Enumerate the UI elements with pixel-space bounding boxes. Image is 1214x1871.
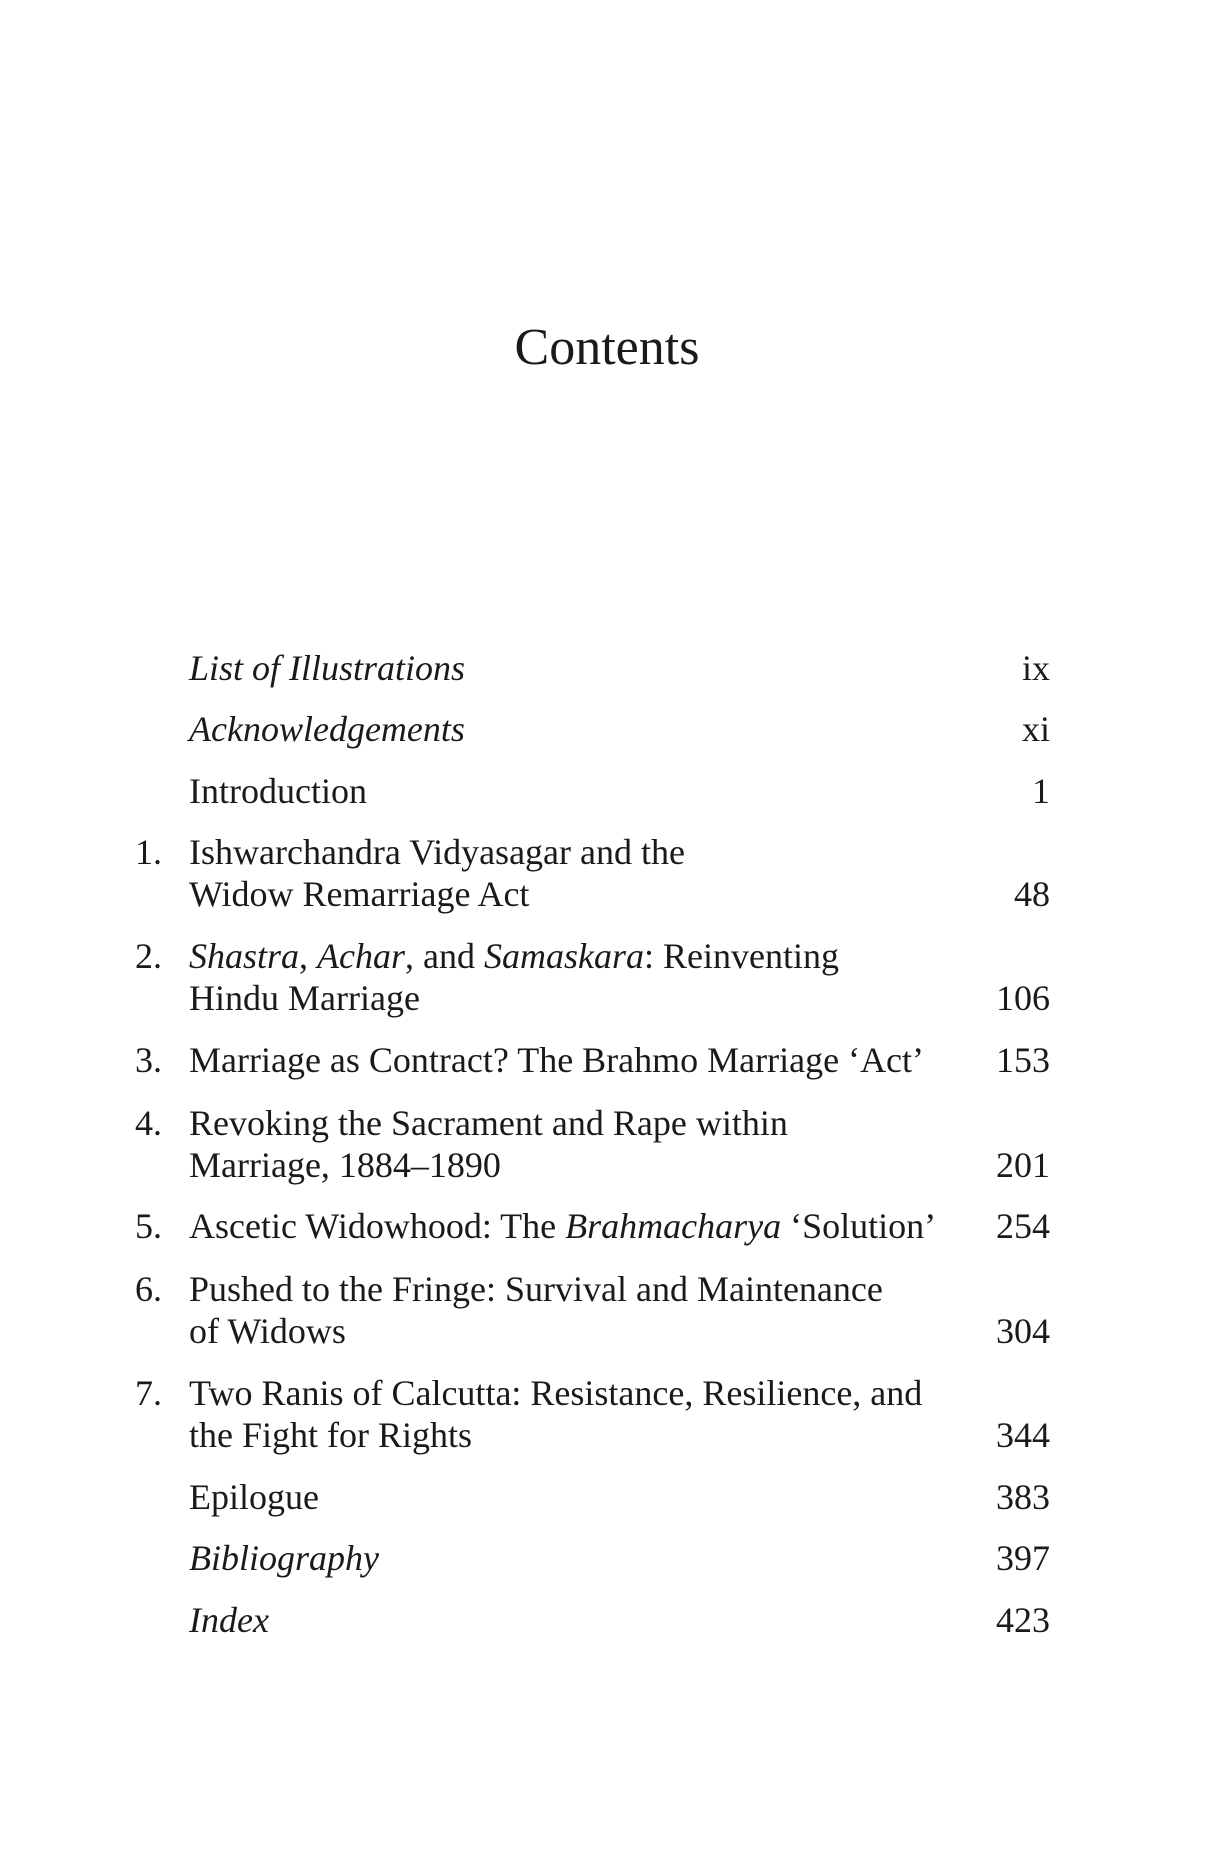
entry-title-line	[189, 1144, 989, 1186]
text-run: ,	[299, 936, 318, 976]
entry-title-line	[189, 977, 989, 1019]
text-run: Hindu Marriage	[189, 978, 420, 1018]
entry-title-line	[189, 1414, 989, 1456]
entry-title	[189, 647, 989, 689]
text-run: Introduction	[189, 771, 367, 811]
entry-title-line	[189, 1599, 989, 1641]
entry-title	[189, 770, 989, 812]
page-number: 397	[996, 1538, 1050, 1578]
page-number: 423	[996, 1600, 1050, 1640]
text-run: Two Ranis of Calcutta: Resistance, Resilience, and	[189, 1373, 923, 1413]
entry-title	[189, 1372, 989, 1456]
chapter-number: 3.	[135, 1040, 162, 1080]
page-number: 106	[996, 978, 1050, 1018]
italic-text: Brahmacharya	[565, 1206, 782, 1246]
entry-title	[189, 1537, 989, 1579]
page-number: 383	[996, 1477, 1050, 1517]
entry-title	[189, 1599, 989, 1641]
chapter-number: 2.	[135, 936, 162, 976]
entry-title	[189, 1205, 989, 1247]
chapter-number: 4.	[135, 1103, 162, 1143]
entry-title-line	[189, 1102, 989, 1144]
text-run: of Widows	[189, 1311, 346, 1351]
entry-title-line	[189, 1268, 989, 1310]
entry-title	[189, 1476, 989, 1518]
page-number: 344	[996, 1415, 1050, 1455]
italic-text: Shastra	[189, 936, 300, 976]
page-number: xi	[1021, 709, 1050, 749]
entry-title-line	[189, 935, 989, 977]
text-run: Widow Remarriage Act	[189, 874, 530, 914]
text-run: Pushed to the Fringe: Survival and Maintenance	[189, 1269, 883, 1309]
chapter-number: 1.	[135, 832, 162, 872]
page-number: 254	[996, 1206, 1050, 1246]
chapter-number: 7.	[135, 1373, 162, 1413]
italic-text: Index	[189, 1600, 269, 1640]
page-number: 153	[996, 1040, 1050, 1080]
italic-text: Achar	[317, 936, 406, 976]
entry-title-line	[189, 1039, 989, 1081]
entry-title	[189, 831, 989, 915]
chapter-number: 6.	[135, 1269, 162, 1309]
entry-title	[189, 708, 989, 750]
entry-title-line	[189, 831, 989, 873]
entry-title-line	[189, 1537, 989, 1579]
text-run: the Fight for Rights	[189, 1415, 473, 1455]
page-number: 304	[996, 1311, 1050, 1351]
entry-title-line	[189, 770, 989, 812]
page-number: 201	[996, 1145, 1050, 1185]
text-run: Revoking the Sacrament and Rape within	[189, 1103, 788, 1143]
entry-title-line	[189, 873, 989, 915]
chapter-number: 5.	[135, 1206, 162, 1246]
entry-title-line	[189, 1372, 989, 1414]
text-run: Epilogue	[189, 1477, 319, 1517]
page-title: Contents	[514, 319, 700, 376]
text-run: , and	[405, 936, 484, 976]
text-run: ‘Solution’	[781, 1206, 937, 1246]
italic-text: Bibliography	[189, 1538, 379, 1578]
text-run: Marriage as Contract? The Brahmo Marriage ‘Act’	[189, 1040, 925, 1080]
entry-title-line	[189, 1310, 989, 1352]
entry-title-line	[189, 1476, 989, 1518]
entry-title-line	[189, 1205, 989, 1247]
entry-title	[189, 1102, 989, 1186]
italic-text: Acknowledgements	[189, 709, 465, 749]
text-run: Ishwarchandra Vidyasagar and the	[189, 832, 685, 872]
entry-title	[189, 1039, 989, 1081]
entry-title	[189, 935, 989, 1019]
entry-title-line	[189, 708, 989, 750]
text-run: Marriage, 1884–1890	[189, 1145, 501, 1185]
italic-text: List of Illustrations	[189, 648, 466, 688]
italic-text: Samaskara	[484, 936, 644, 976]
page-number: 48	[1014, 874, 1050, 914]
text-run: : Reinventing	[644, 936, 839, 976]
entry-title	[189, 1268, 989, 1352]
page-number: 1	[1032, 771, 1050, 811]
text-run: Ascetic Widowhood: The	[189, 1206, 566, 1246]
page-number: ix	[1021, 648, 1050, 688]
entry-title-line	[189, 647, 989, 689]
